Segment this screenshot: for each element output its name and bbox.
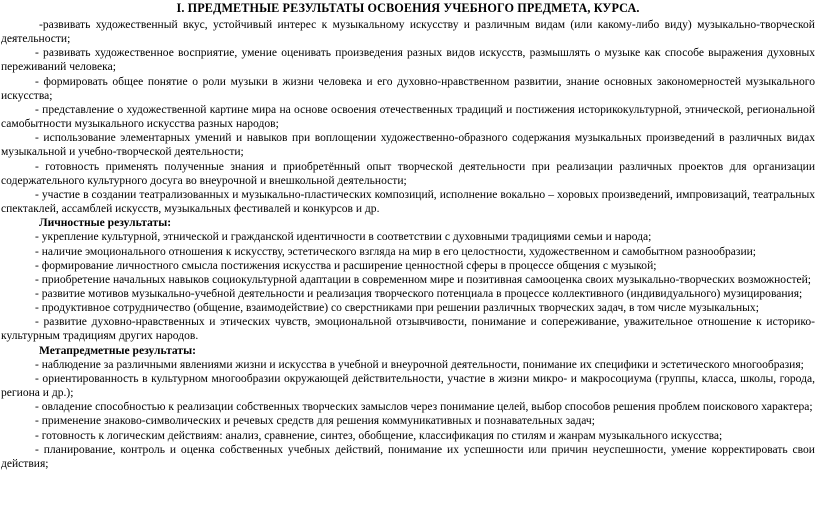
subject-result-item: - развивать художественное восприятие, умение оценивать произведения разных видов искусств, размышлять о музыке как способе выражения духовных переживаний человека;: [1, 47, 815, 74]
subject-result-item: - формировать общее понятие о роли музыки в жизни человека и его духовно-нравственном развитии, знание основных закономерностей музыкального искусства;: [1, 75, 815, 102]
meta-result-item: - наблюдение за различными явлениями жизни и искусства в учебной и внеурочной деятельности, понимание их специфики и эстетического многообразия;: [35, 358, 804, 371]
meta-results-list: [0, 358, 816, 471]
personal-result-item: - формирование личностного смысла постижения искусства и расширение ценностной сферы в процессе общения с музыкой;: [35, 259, 657, 272]
personal-result-item: - развитие духовно-нравственных и этических чувств, эмоциональной отзывчивости, понимание и сопереживание, уважительное отношение к историко-культурным традициям других народов.: [1, 316, 815, 343]
meta-result-item: - овладение способностью к реализации собственных творческих замыслов через понимание целей, выбор способов решения проблем поискового характера;: [35, 401, 813, 414]
personal-result-item: - развитие мотивов музыкально-учебной деятельности и реализация творческого потенциала в процессе коллективного (индивидуального) музицирования;: [35, 287, 803, 300]
subject-result-item: - участие в создании театрализованных и музыкально-пластических композиций, исполнение вокально – хоровых произведений, импровизаций, театральных спектаклей, ассамблей искусств, музыкальных фестивалей и конкурсов и др.: [1, 188, 815, 216]
personal-results-list: [0, 230, 816, 343]
subject-result-item: - готовность применять полученные знания и приобретённый опыт творческой деятельности при реализации различных проектов для организации содержательного культурного досуга во внеурочной и внешкольной деятельности;: [1, 160, 815, 187]
meta-result-item: - ориентированность в культурном многообразии окружающей действительности, участие в жизни микро- и макросоциума (группы, класса, школы, города, региона и др.);: [1, 372, 815, 400]
meta-result-item: - применение знаково-символических и речевых средств для решения коммуникативных и познавательных задач;: [35, 415, 595, 428]
subject-result-item: - использование элементарных умений и навыков при воплощении художественно-образного содержания музыкальных произведений в различных видах музыкальной и учебно-творческой деятельности;: [1, 132, 815, 159]
personal-results-heading: Личностные результаты:: [39, 217, 172, 230]
meta-result-item: - готовность к логическим действиям: анализ, сравнение, синтез, обобщение, классификация по стилям и жанрам музыкального искусства;: [35, 429, 723, 442]
meta-results-heading: Метапредметные результаты:: [39, 344, 196, 357]
personal-result-item: - приобретение начальных навыков социокультурной адаптации в современном мире и позитивная самооценка своих музыкально-творческих возможностей;: [35, 273, 812, 286]
subject-result-item: - представление о художественной картине мира на основе освоения отечественных традиций и постижения историкокультурной, этнической, региональной самобытности музыкального искусства разных народов;: [1, 103, 815, 131]
personal-result-item: - наличие эмоционального отношения к искусству, эстетического взгляда на мир в его целостности, художественном и самобытном разнообразии;: [35, 245, 757, 258]
subject-results-list: [0, 18, 816, 216]
personal-result-item: - укрепление культурной, этнической и гражданской идентичности в соответствии с духовными традициями семьи и народа;: [35, 231, 652, 244]
subject-result-item: -развивать художественный вкус, устойчивый интерес к музыкальному искусству и различным видам (или какому-либо виду) музыкально-творческой деятельности;: [1, 19, 815, 46]
document-title: I. ПРЕДМЕТНЫЕ РЕЗУЛЬТАТЫ ОСВОЕНИЯ УЧЕБНОГО ПРЕДМЕТА, КУРСА.: [176, 1, 640, 15]
personal-result-item: - продуктивное сотрудничество (общение, взаимодействие) со сверстниками при решении различных творческих задач, в том числе музыкальных;: [35, 302, 759, 315]
meta-result-item: - планирование, контроль и оценка собственных учебных действий, понимание их успешности или причин неуспешности, умение корректировать свои действия;: [1, 443, 815, 470]
